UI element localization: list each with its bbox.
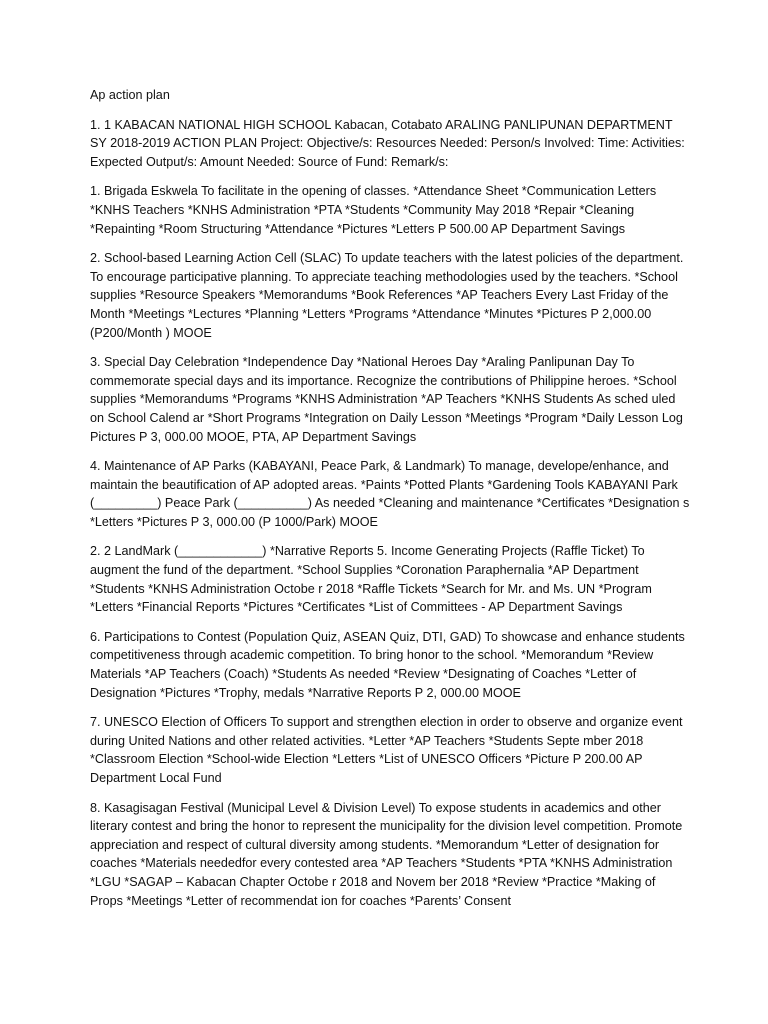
paragraph-slac: 2. School-based Learning Action Cell (SLAC) To update teachers with the latest policies of the department. To encourage participative planning. To appreciate teaching methodologies used by the teachers. *School supplies *Resource Speakers *Memorandums *Book References *AP Teachers Every Last Friday of the Month *Meetings *Lectures *Planning *Letters *Programs *Attendance *Minutes *Pictures P 2,000.00 (P200/Month ) MOOE [90, 251, 684, 340]
paragraph-landmark-income: 2. 2 LandMark (____________) *Narrative Reports 5. Income Generating Projects (Raffle Ticket) To augment the fund of the department. *School Supplies *Coronation Paraphernalia *AP Department *Students *KNHS Administration Octobe r 2018 *Raffle Tickets *Search for Mr. and Ms. UN *Program *Letters *Financial Reports *Pictures *Certificates *List of Committees - AP Department Savings [90, 544, 652, 615]
paragraph-unesco: 7. UNESCO Election of Officers To support and strengthen election in order to observe and organize event during United Nations and other related activities. *Letter *AP Teachers *Students Septe mber 2018 *Classroom Election *School-wide Election *Letters *List of UNESCO Officers *Picture P 200.00 AP Department Local Fund [90, 715, 683, 785]
paragraph-ap-parks: 4. Maintenance of AP Parks (KABAYANI, Peace Park, & Landmark) To manage, develope/enhance, and maintain the beautification of AP adopted areas. *Paints *Potted Plants *Gardening Tools KABAYANI Park (_________) Peace Park (__________) As needed *Cleaning and maintenance *Certificates *Designation s *Letters *Pictures P 3, 000.00 (P 1000/Park) MOOE [90, 459, 690, 529]
paragraph-contest: 6. Participations to Contest (Population Quiz, ASEAN Quiz, DTI, GAD) To showcase and enhance students competitiveness through academic competition. To bring honor to the school. *Memorandum *Review Materials *AP Teachers (Coach) *Students As needed *Review *Designating of Coaches *Letter of Designation *Pictures *Trophy, medals *Narrative Reports P 2, 000.00 MOOE [90, 629, 685, 700]
document-title: Ap action plan [90, 88, 170, 102]
document-page [90, 86, 690, 921]
paragraph-header: 1. 1 KABACAN NATIONAL HIGH SCHOOL Kabacan, Cotabato ARALING PANLIPUNAN DEPARTMENT SY 2018-2019 ACTION PLAN Project: Objective/s: Resources Needed: Person/s Involved: Time: Activities: Expected Output/s: Amount Needed: Source of Fund: Remark/s: [90, 117, 685, 169]
paragraph-special-day: 3. Special Day Celebration *Independence Day *National Heroes Day *Araling Panlipunan Day To commemorate special days and its importance. Recognize the contributions of Philippine heroes. *School supplies *Memorandums *Programs *KNHS Administration *AP Teachers *KNHS Students As sched uled on School Calend ar *Short Programs *Integration on Daily Lesson *Meetings *Program *Daily Lesson Log Pictures P 3, 000.00 MOOE, PTA, AP Department Savings [90, 355, 683, 444]
paragraph-brigada-eskwela: 1. Brigada Eskwela To facilitate in the opening of classes. *Attendance Sheet *Communication Letters *KNHS Teachers *KNHS Administration *PTA *Students *Community May 2018 *Repair *Cleaning *Repainting *Room Structuring *Attendance *Pictures *Letters P 500.00 AP Department Savings [90, 184, 657, 236]
paragraph-kasagisagan: 8. Kasagisagan Festival (Municipal Level & Division Level) To expose students in academics and other literary contest and bring the honor to represent the municipality for the division level competition. Promote appreciation and respect of cultural diversity among students. *Memorandum *Letter of designation for coaches *Materials neededfor every contested area *AP Teachers *Students *PTA *KNHS Administration *LGU *SAGAP – Kabacan Chapter Octobe r 2018 and Novem ber 2018 *Review *Practice *Making of Props *Meetings *Letter of recommendat ion for coaches *Parents’ Consent [90, 800, 683, 908]
